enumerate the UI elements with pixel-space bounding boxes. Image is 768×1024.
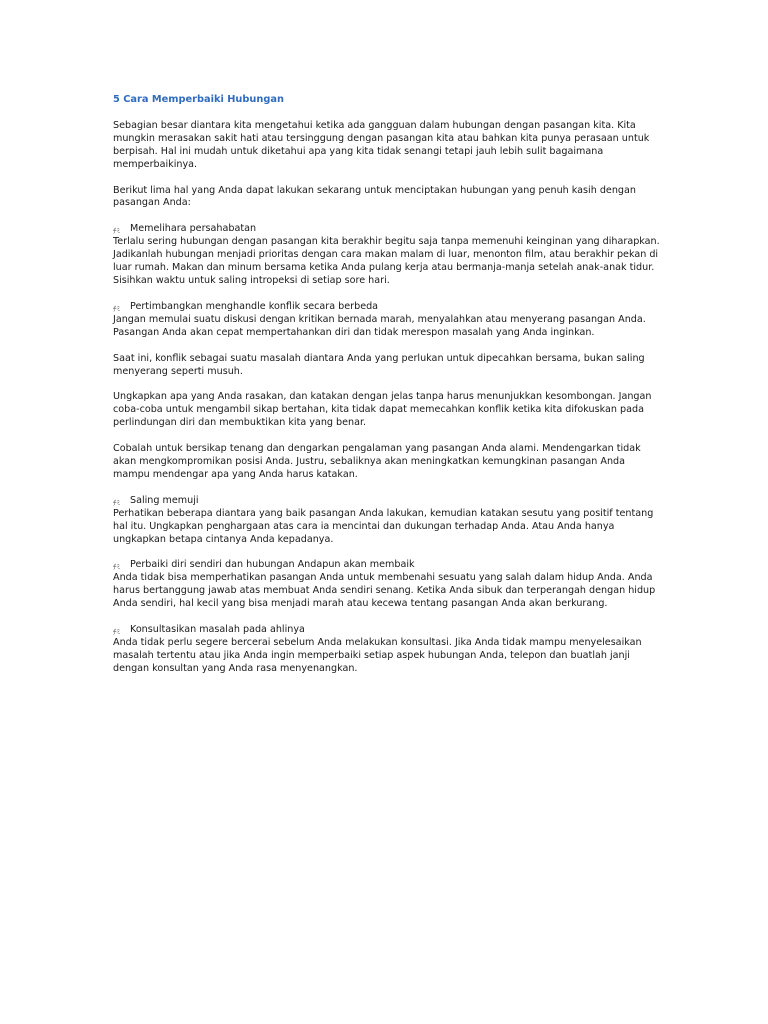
section-paragraph: Anda tidak perlu segere bercerai sebelum Anda melakukan konsultasi. Jika Anda tidak mampu menyelesaikan masalah tertentu atau jika Anda ingin memperbaiki setiap aspek hubungan Anda, telepon dan buatlah janji dengan konsultan yang Anda rasa menyenangkan. [113,637,642,674]
section [113,495,661,547]
section-paragraph: Terlalu sering hubungan dengan pasangan kita berakhir begitu saja tanpa memenuhi keinginan yang diharapkan. Jadikanlah hubungan menjadi prioritas dengan cara makan malam di luar, menonton film, atau berakhir pekan di luar rumah. Makan dan minum bersama ketika Anda pulang kerja atau bermanja-manja setelah anak-anak tidur. Sisihkan waktu untuk saling intropeksi di setiap sore hari. [113,236,660,286]
document-page [113,94,661,689]
bullet-icon: ﾁﾐ [113,227,120,236]
section-heading-text: Memelihara persahabatan [130,223,257,235]
section-paragraph: Perhatikan beberapa diantara yang baik pasangan Anda lakukan, kemudian katakan sesutu yang positif tentang hal itu. Ungkapkan penghargaan atas cara ia mencintai dan dukungan terhadap Anda. Atau Anda hanya ungkapkan betapa cintanya Anda kepadanya. [113,507,654,545]
section [113,223,661,288]
section-heading-text: Pertimbangkan menghandle konflik secara berbeda [130,300,379,312]
section-paragraph: Anda tidak bisa memperhatikan pasangan Anda untuk membenahi sesuatu yang salah dalam hidup Anda. Anda harus bertanggung jawab atas membuat Anda sendiri senang. Ketika Anda sibuk dan terperangah dengan hidup Anda sendiri, hal kecil yang bisa menjadi marah atau kecewa tentang pasangan Anda akan berkurang. [113,572,656,610]
section-heading-text: Perbaiki diri sendiri dan hubungan Andapun akan membaik [130,559,415,571]
bullet-icon: ﾁﾐ [113,628,120,637]
section-heading [113,223,661,236]
section [113,624,661,676]
section-heading-text: Konsultasikan masalah pada ahlinya [130,624,305,636]
section-paragraph: Ungkapkan apa yang Anda rasakan, dan katakan dengan jelas tanpa harus menunjukkan kesombongan. Jangan coba-coba untuk mengambil sikap bertahan, kita tidak dapat memecahkan konflik ketika kita difokuskan pada perlindungan diri dan membuktikan kita yang benar. [113,391,652,429]
section [113,301,661,482]
bullet-icon: ﾁﾐ [113,304,120,313]
section-paragraph: Jangan memulai suatu diskusi dengan kritikan bernada marah, menyalahkan atau menyerang pasangan Anda. Pasangan Anda akan cepat mempertahankan diri dan tidak merespon masalah yang Anda inginkan. [113,313,646,338]
section-paragraph: Cobalah untuk bersikap tenang dan dengarkan pengalaman yang pasangan Anda alami. Mendengarkan tidak akan mengkompromikan posisi Anda. Justru, sebaliknya akan meningkatkan kemungkinan pasangan Anda mampu mendengar apa yang Anda harus katakan. [113,443,641,480]
section-heading-text: Saling memuji [130,494,199,506]
section-paragraph: Saat ini, konflik sebagai suatu masalah diantara Anda yang perlukan untuk dipecahkan bersama, bukan saling menyerang seperti musuh. [113,352,645,377]
document-title: 5 Cara Memperbaiki Hubungan [113,94,284,105]
bullet-icon: ﾁﾐ [113,498,120,507]
section-heading [113,559,661,572]
section-heading [113,624,661,637]
section-heading [113,301,661,314]
intro-paragraph: Sebagian besar diantara kita mengetahui ketika ada gangguan dalam hubungan dengan pasangan kita. Kita mungkin merasakan sakit hati atau tersinggung dengan pasangan kita atau bahkan kita punya perasaan untuk berpisah. Hal ini mudah untuk diketahui apa yang kita tidak senangi tetapi jauh lebih sulit bagaimana memperbaikinya. [113,119,650,170]
section-heading [113,495,661,508]
bullet-icon: ﾁﾐ [113,563,120,572]
intro-paragraph: Berikut lima hal yang Anda dapat lakukan sekarang untuk menciptakan hubungan yang penuh kasih dengan pasangan Anda: [113,184,636,209]
section [113,559,661,611]
